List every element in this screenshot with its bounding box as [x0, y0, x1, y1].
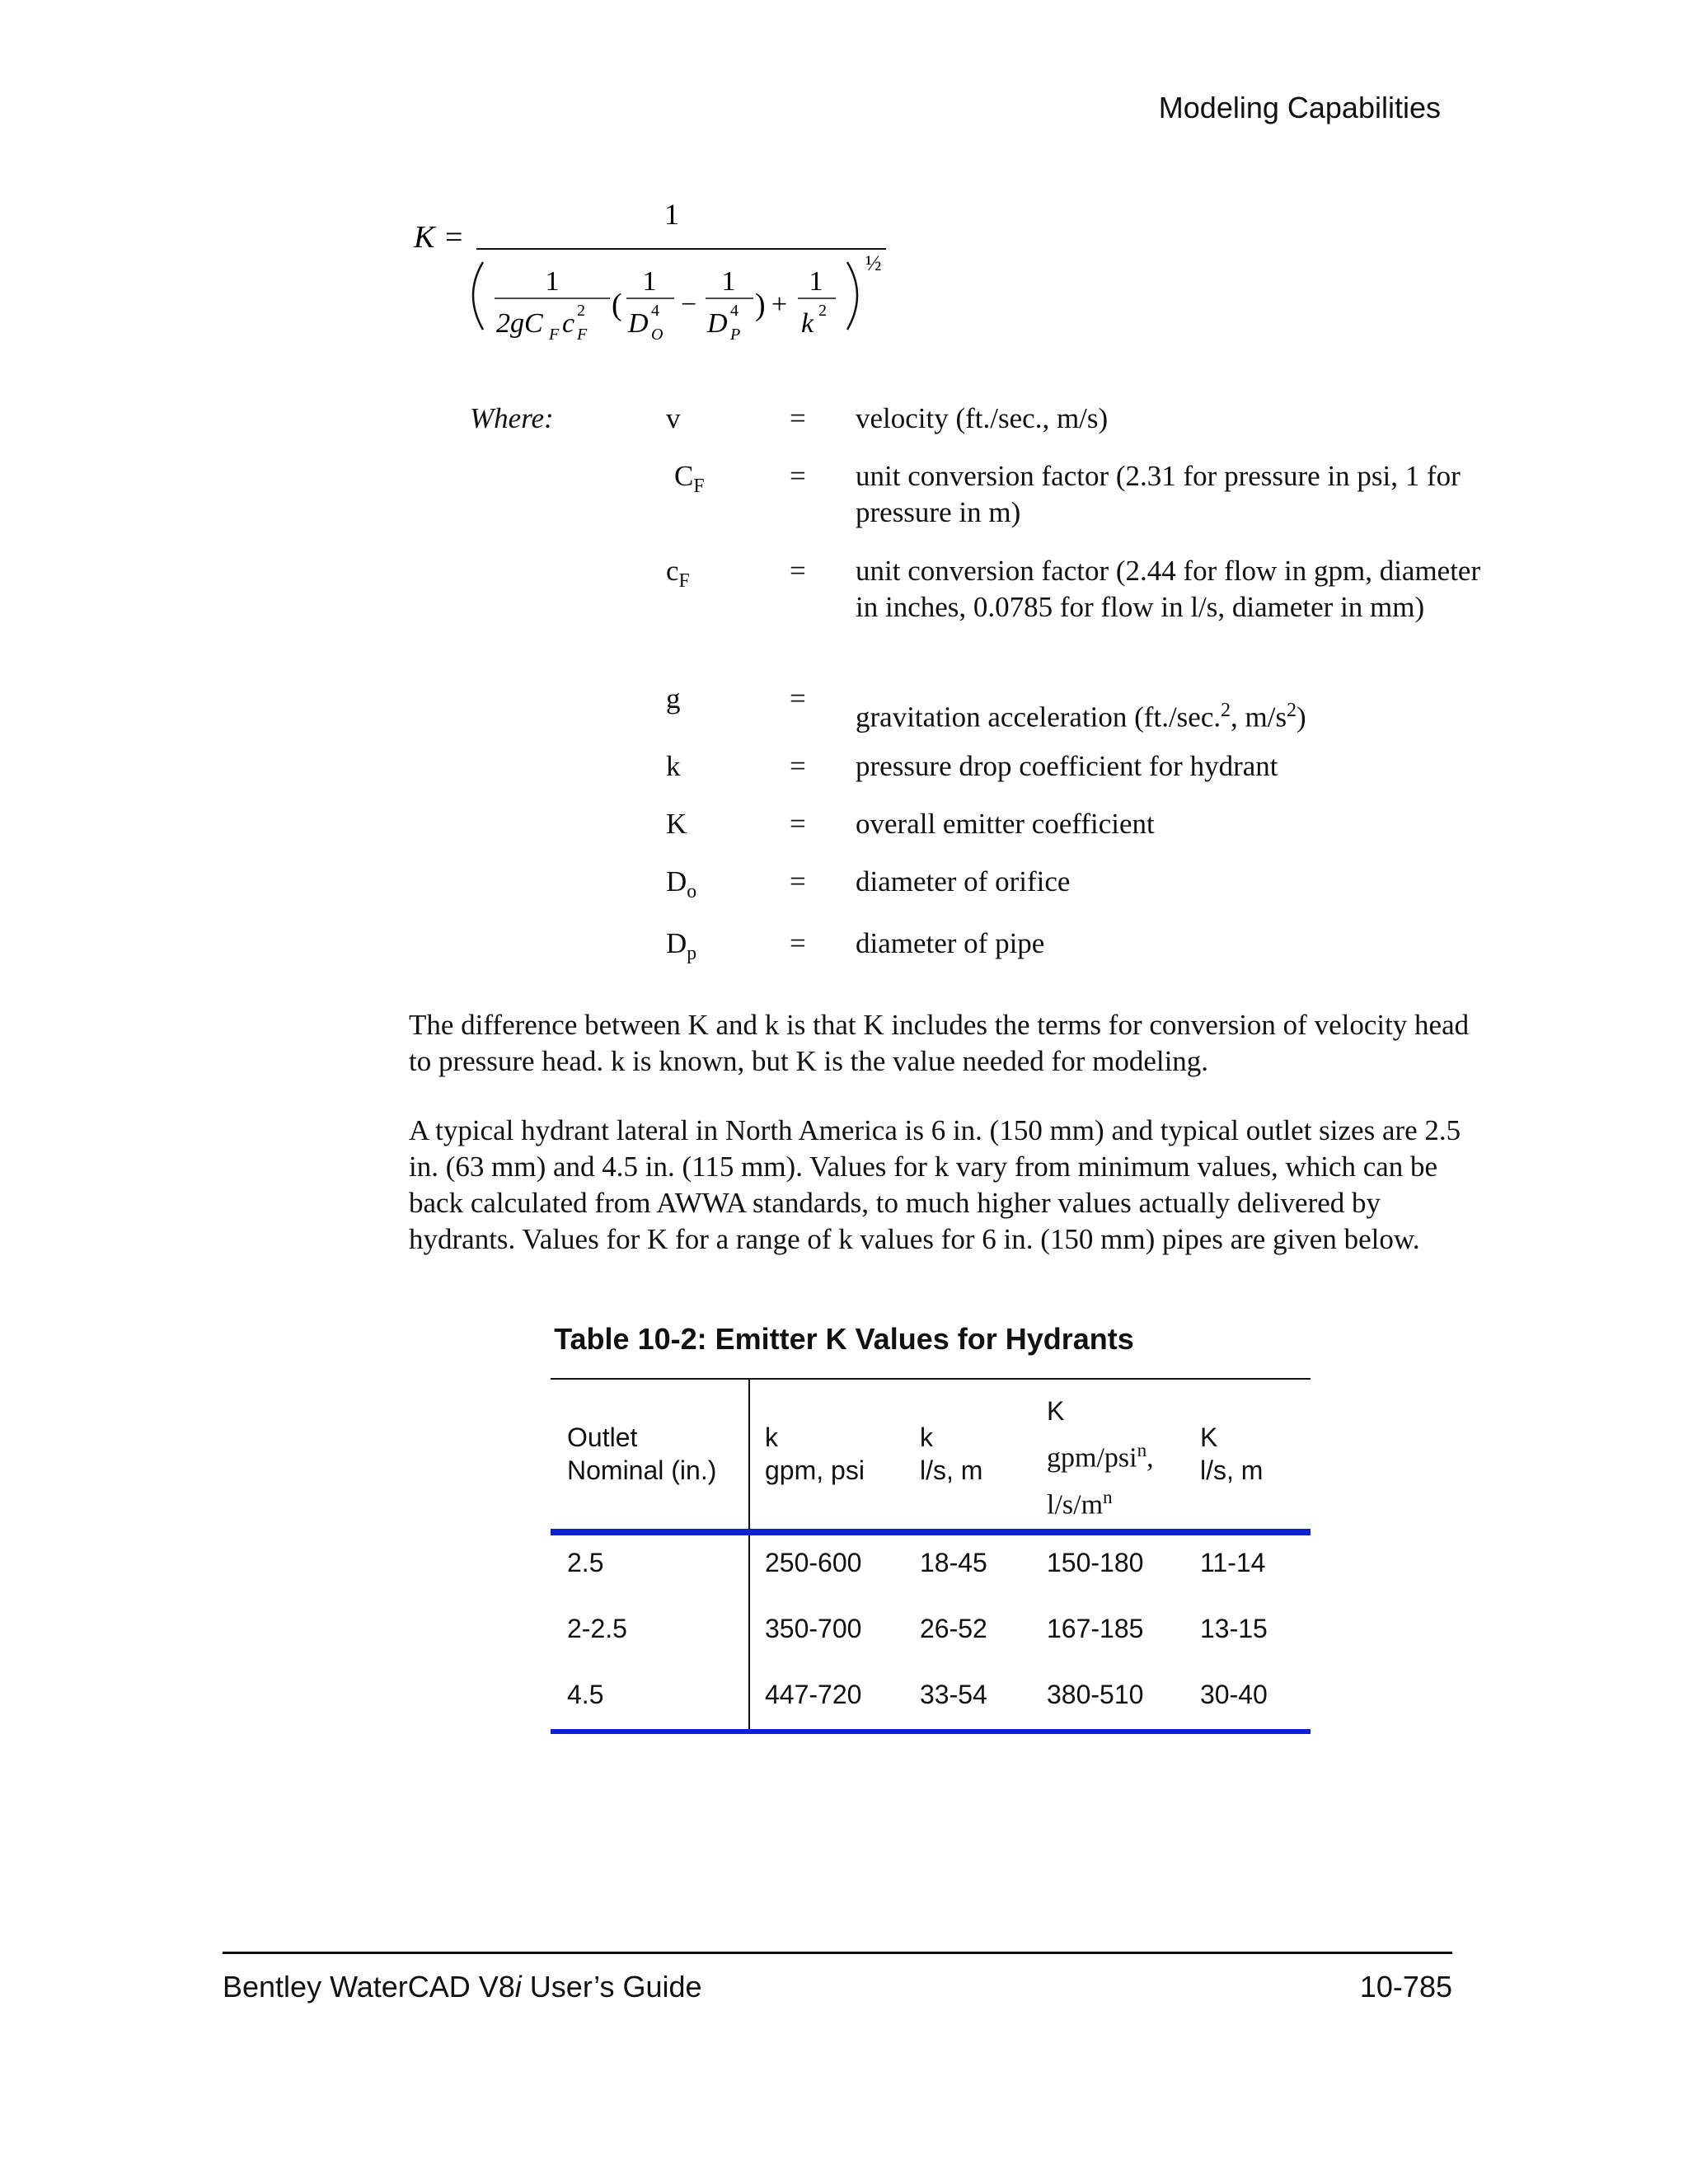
header-K-ls-m: K l/s, m: [1200, 1422, 1264, 1485]
symbol-cF: $c_F$: [666, 555, 690, 592]
table-cell: 11-14: [1200, 1548, 1266, 1577]
svg-text:−: −: [681, 289, 697, 320]
svg-text:D: D: [628, 308, 649, 339]
symbol-v: v: [666, 402, 681, 434]
header-K-gpm-psi-n: K gpm/psi$^n$, $l/s/m^n$: [1047, 1396, 1154, 1521]
paragraph-hydrant-lateral: A typical hydrant lateral in North America is 6 in. (150 mm) and typical outlet sizes are 2.5 in. (63 mm) and 4.5 in. (115 mm). Values for k vary from minimum values, which can be back calculated from AWWA standards, to much higher values actually delivered by hydrants. Values for K for a range of k values for 6 in. (150 mm) pipes are given below.: [409, 1114, 1461, 1255]
equals-sign: =: [790, 555, 806, 587]
symbol-Do: $D_o$: [666, 865, 697, 902]
svg-text:1: 1: [721, 266, 736, 297]
svg-text:1: 1: [642, 266, 657, 297]
table-cell: 350-700: [765, 1614, 862, 1643]
page-number: 10-785: [1359, 1970, 1452, 2004]
equals-sign: =: [790, 402, 806, 434]
definition-CF: unit conversion factor (2.31 for pressure in psi, 1 for pressure in m): [856, 460, 1461, 528]
emitter-formula: [404, 198, 898, 363]
svg-text:c: c: [562, 308, 575, 339]
equals-sign: =: [790, 460, 806, 492]
symbol-CF: $C_F$: [674, 460, 705, 497]
definition-k: pressure drop coefficient for hydrant: [856, 750, 1278, 782]
header-outlet-nominal: Outlet Nominal (in.): [567, 1422, 717, 1485]
svg-text:k: k: [801, 308, 814, 339]
table-cell: 26-52: [920, 1614, 987, 1643]
table-column-divider: [748, 1378, 750, 1734]
symbol-K: K: [666, 808, 687, 840]
table-cell: 447-720: [765, 1680, 862, 1709]
symbol-Dp: $D_p$: [666, 927, 697, 964]
svg-text:F: F: [549, 326, 560, 344]
svg-text:): ): [755, 288, 766, 322]
equals-sign: =: [790, 682, 806, 715]
definition-Dp: diameter of pipe: [856, 927, 1045, 959]
table-cell: 250-600: [765, 1548, 862, 1577]
symbol-k: k: [666, 750, 681, 782]
table-cell: 13-15: [1200, 1614, 1268, 1643]
table-cell: 4.5: [567, 1680, 604, 1709]
header-k-ls-m: k l/s, m: [920, 1422, 983, 1485]
table-cell: 167-185: [1047, 1614, 1144, 1643]
definition-Do: diameter of orifice: [856, 865, 1071, 898]
table-bottom-rule: [551, 1729, 1311, 1734]
header-k-gpm-psi: k gpm, psi: [765, 1422, 865, 1485]
table-caption: Table 10-2: Emitter K Values for Hydrants: [554, 1322, 1134, 1356]
paragraph-k-difference: The difference between K and k is that K includes the terms for conversion of velocity head to pressure head. k is known, but K is the value needed for modeling.: [409, 1009, 1470, 1077]
symbol-g: g: [666, 682, 681, 715]
formula-exponent: ½: [865, 251, 882, 275]
definition-g: gravitation acceleration (ft./sec.$^2$, $m/s^2$): [856, 700, 1306, 733]
table-cell: 2-2.5: [567, 1614, 627, 1643]
table-header-rule: [551, 1529, 1311, 1535]
running-header: Modeling Capabilities: [1158, 91, 1441, 124]
svg-text:P: P: [730, 326, 741, 344]
table-cell: 380-510: [1047, 1680, 1144, 1709]
table-cell: 33-54: [920, 1680, 987, 1709]
svg-text:D: D: [707, 308, 728, 339]
svg-text:=: =: [445, 220, 463, 255]
formula-numerator: 1: [664, 198, 679, 231]
table-top-rule: [551, 1378, 1311, 1380]
svg-text:4: 4: [651, 302, 659, 320]
table-cell: 18-45: [920, 1548, 987, 1577]
emitter-k-table: [551, 1378, 1311, 1734]
definition-cF: unit conversion factor (2.44 for flow in gpm, diameter in inches, 0.0785 for flow in l/s, diameter in mm): [856, 555, 1481, 623]
formula-lhs: K: [414, 220, 435, 255]
table-cell: 30-40: [1200, 1680, 1268, 1709]
equals-sign: =: [790, 808, 806, 840]
svg-text:1: 1: [809, 266, 823, 297]
svg-text:O: O: [651, 326, 663, 344]
definition-v: velocity (ft./sec., m/s): [856, 402, 1109, 434]
svg-text:+: +: [771, 289, 788, 320]
svg-text:(: (: [612, 288, 622, 322]
svg-text:2gC: 2gC: [496, 308, 543, 339]
table-cell: 150-180: [1047, 1548, 1144, 1577]
svg-text:1: 1: [545, 266, 560, 297]
svg-text:2: 2: [577, 302, 585, 320]
svg-text:F: F: [577, 326, 588, 344]
definition-K: overall emitter coefficient: [856, 808, 1155, 840]
footer-rule: [223, 1952, 1452, 1954]
footer-title: Bentley WaterCAD V8i User’s Guide: [223, 1970, 702, 2004]
equals-sign: =: [790, 865, 806, 898]
where-label: Where:: [470, 402, 554, 434]
equals-sign: =: [790, 750, 806, 782]
svg-text:4: 4: [730, 302, 738, 320]
equals-sign: =: [790, 927, 806, 959]
svg-text:2: 2: [818, 302, 827, 320]
table-cell: 2.5: [567, 1548, 604, 1577]
